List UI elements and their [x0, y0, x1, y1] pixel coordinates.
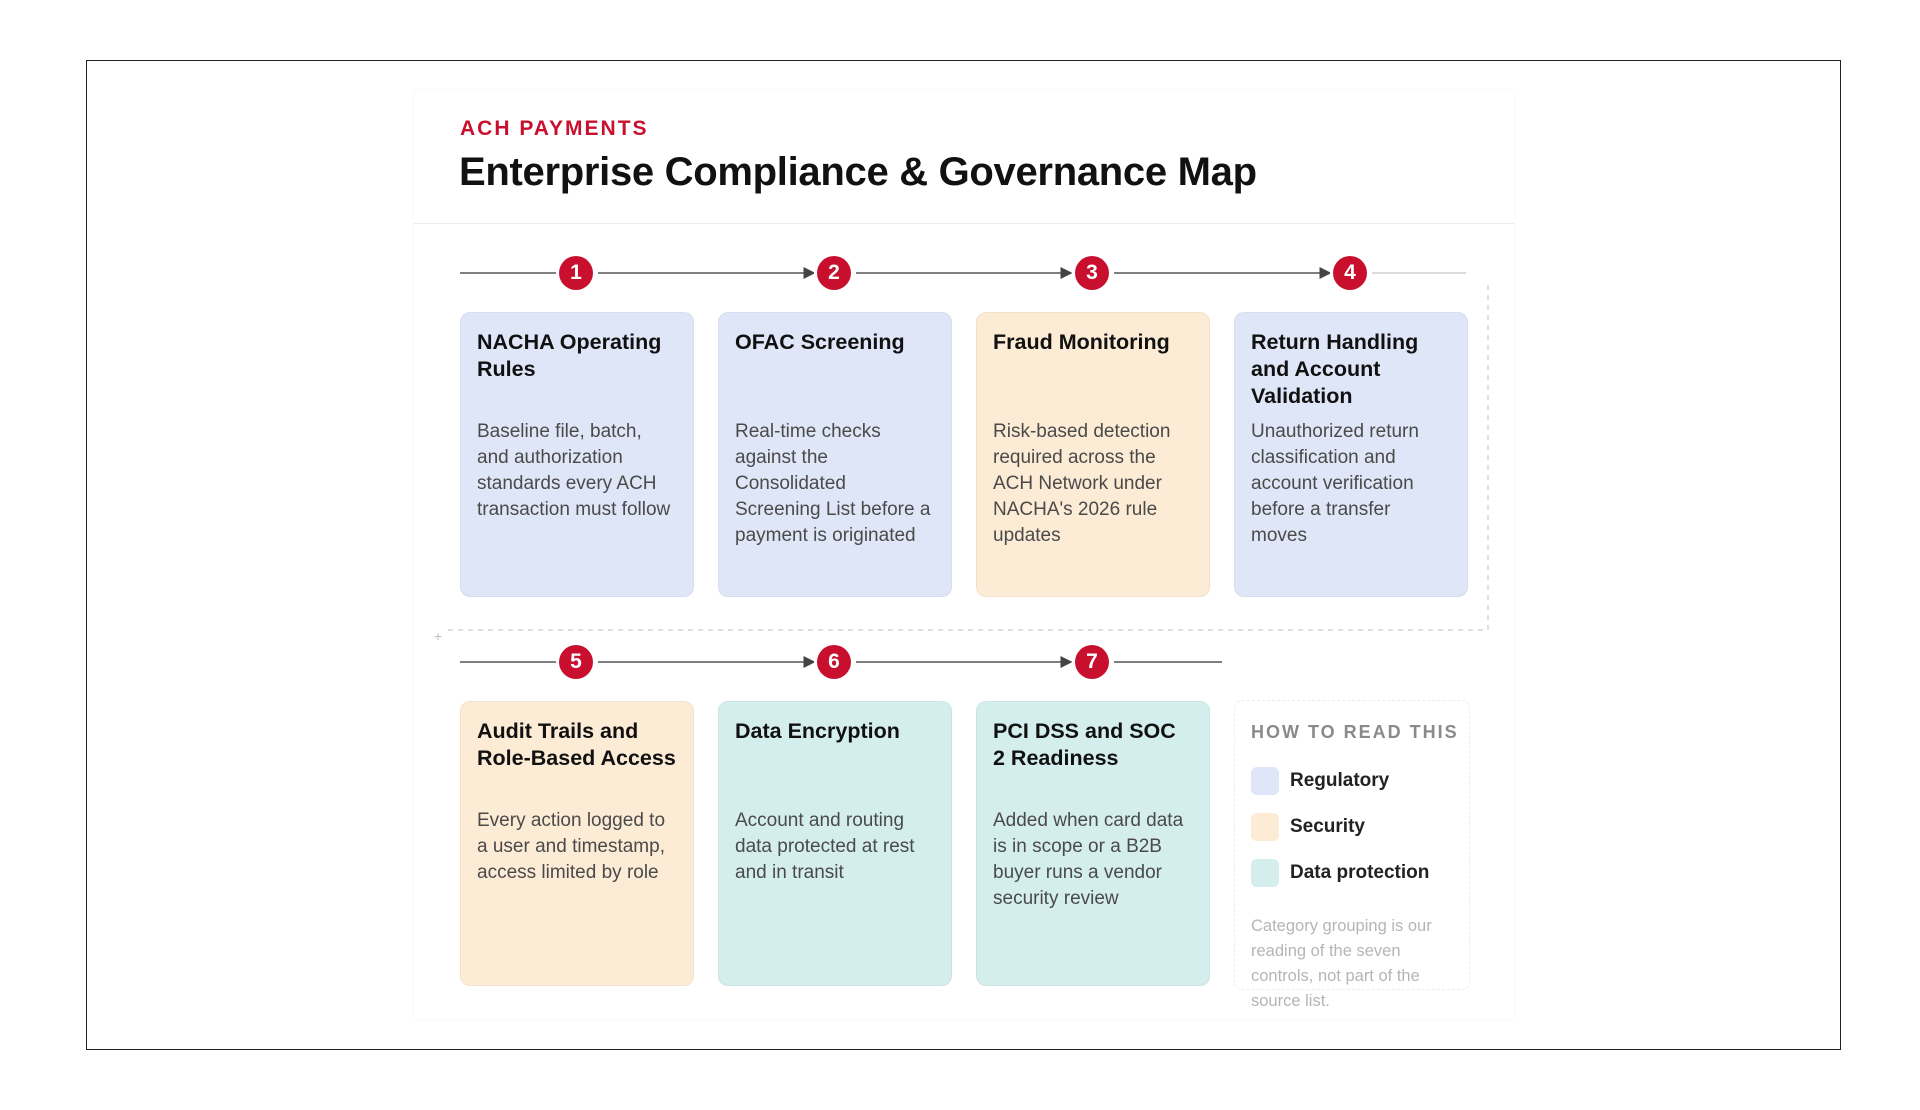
- legend-note: Category grouping is our reading of the seven controls, not part of the source list.: [1251, 917, 1432, 1010]
- eyebrow-label: ACH PAYMENTS: [460, 117, 649, 140]
- step-badge-1: 1: [559, 256, 593, 290]
- legend-item-security: [1251, 812, 1365, 842]
- legend-heading: HOW TO READ THIS: [1251, 722, 1459, 742]
- card-title: OFAC Screening: [735, 330, 905, 354]
- card-title: NACHA Operating Rules: [477, 330, 662, 381]
- control-card-nacha: [460, 312, 694, 597]
- card-title: Fraud Monitoring: [993, 330, 1170, 354]
- legend-item-data-protection: [1251, 858, 1429, 888]
- card-description: Account and routing data protected at rest and in transit: [735, 810, 915, 883]
- card-title: Data Encryption: [735, 719, 900, 743]
- control-card-ofac: [718, 312, 952, 597]
- legend-label: Data protection: [1290, 862, 1430, 883]
- card-description: Baseline file, batch, and authorization standards every ACH transaction must follow: [477, 421, 671, 520]
- step-badge-2: 2: [817, 256, 851, 290]
- card-title: Return Handling and Account Validation: [1251, 330, 1419, 408]
- control-card-encryption: [718, 701, 952, 986]
- regulatory-swatch: [1251, 767, 1279, 795]
- step-badge-7: 7: [1075, 645, 1109, 679]
- card-description: Risk-based detection required across the ACH Network under NACHA's 2026 rule updates: [993, 421, 1171, 546]
- control-card-audit: [460, 701, 694, 986]
- step-badge-6: 6: [817, 645, 851, 679]
- step-badge-5: 5: [559, 645, 593, 679]
- card-description: Real-time checks against the Consolidated Screening List before a payment is originated: [735, 421, 931, 546]
- control-card-fraud: [976, 312, 1210, 597]
- card-description: Every action logged to a user and timestamp, access limited by role: [477, 810, 666, 883]
- card-description: Added when card data is in scope or a B2B buyer runs a vendor security review: [993, 810, 1184, 909]
- page-title: Enterprise Compliance & Governance Map: [459, 150, 1257, 194]
- plus-marker: +: [434, 628, 443, 644]
- card-title: Audit Trails and Role-Based Access: [477, 719, 676, 770]
- security-swatch: [1251, 813, 1279, 841]
- card-description: Unauthorized return classification and account verification before a transfer moves: [1251, 421, 1419, 546]
- card-title: PCI DSS and SOC 2 Readiness: [993, 719, 1176, 770]
- data-protection-swatch: [1251, 859, 1279, 887]
- step-badge-3: 3: [1075, 256, 1109, 290]
- control-card-pci: [976, 701, 1210, 986]
- legend-label: Security: [1290, 816, 1365, 837]
- legend-label: Regulatory: [1290, 770, 1390, 791]
- control-card-returns: [1234, 312, 1468, 597]
- legend-item-regulatory: [1251, 766, 1389, 796]
- step-badge-4: 4: [1333, 256, 1367, 290]
